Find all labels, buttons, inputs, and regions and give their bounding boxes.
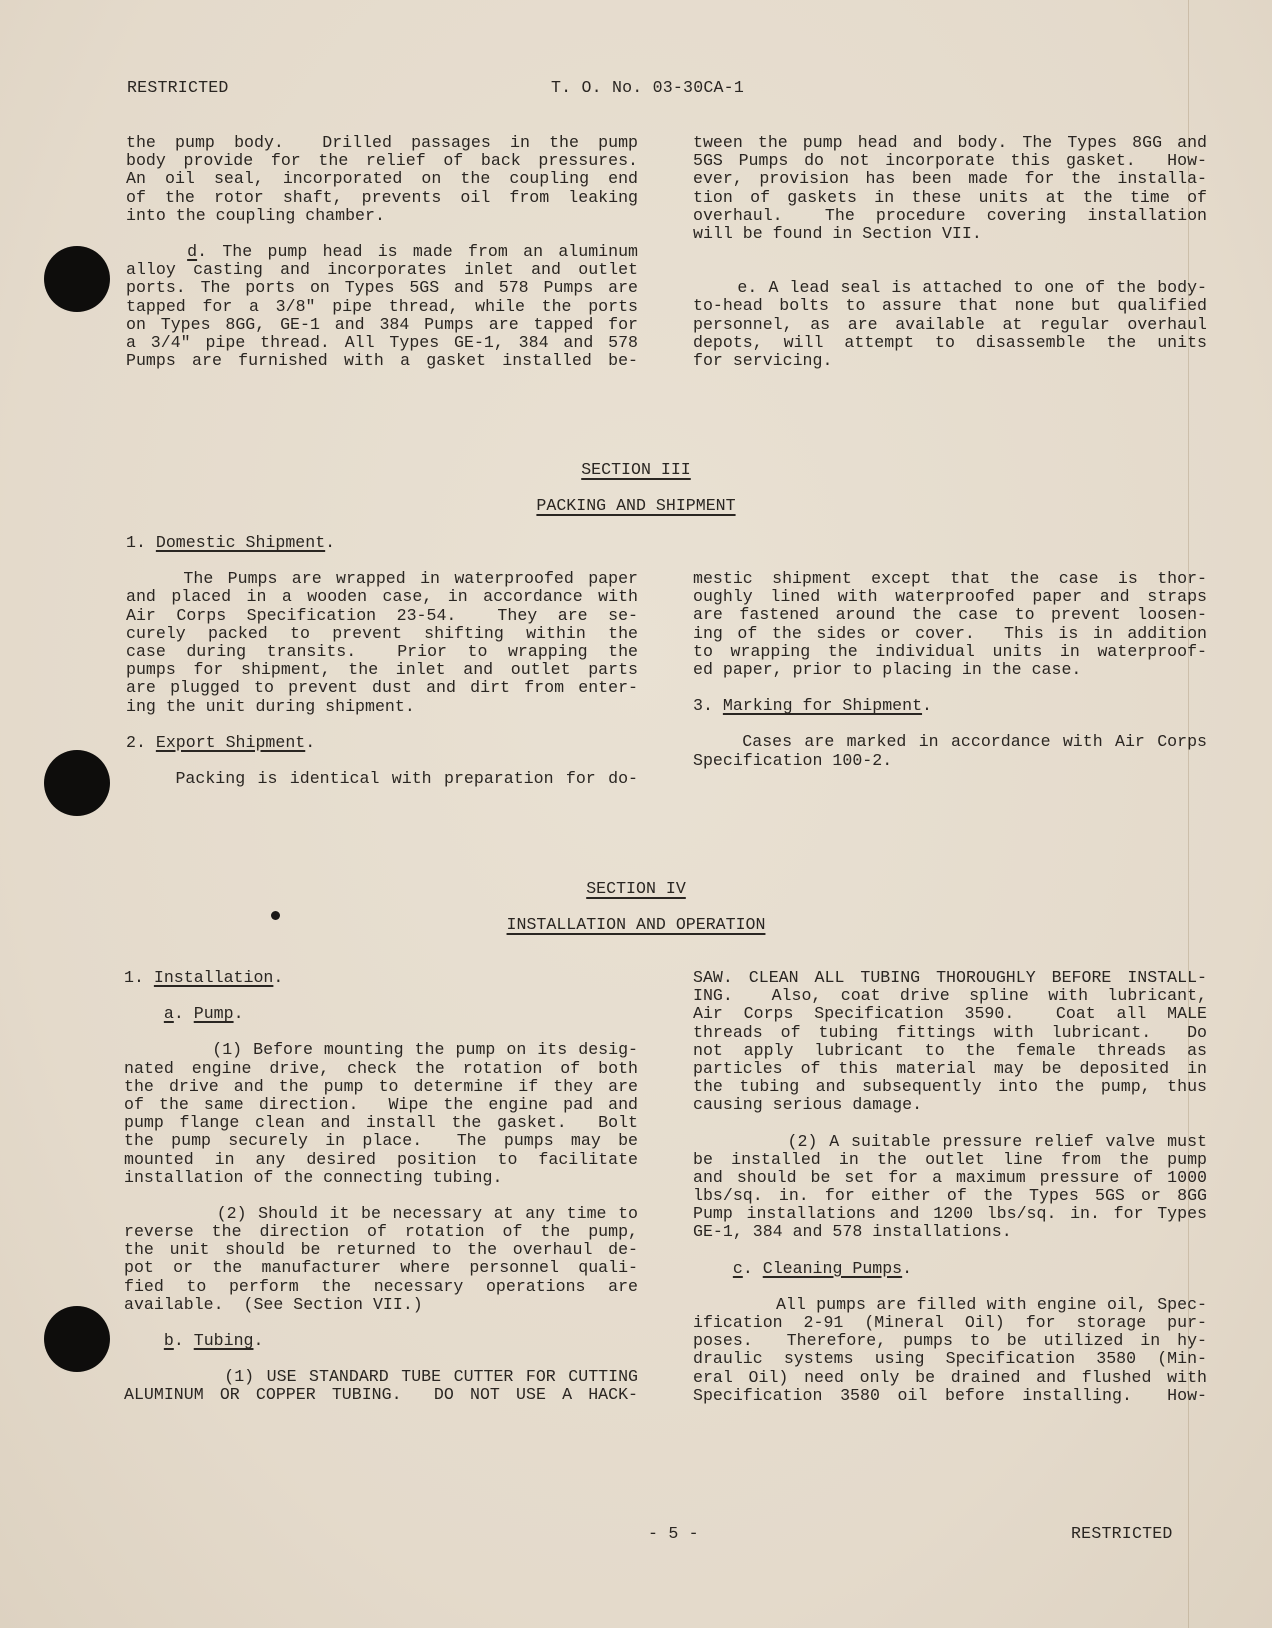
paragraph-b1-cont: SAW. CLEAN ALL TUBING THOROUGHLY BEFORE INSTALL- ING. Also, coat drive spline with lubricant, Air Corps Specification 3590. Coat all MALE threads of tubing fittings with lubricant. Do not apply lubricant to the female threads as particles of this material may be deposited in the tubing and subsequently into the pump, thus causing serious damage. <box>693 968 1207 1115</box>
paragraph-marking-for-shipment: Cases are marked in accordance with Air Corps Specification 100-2. <box>693 732 1207 770</box>
section-4-title: INSTALLATION AND OPERATION <box>506 915 766 934</box>
punch-hole-top <box>44 246 110 312</box>
punch-hole-bottom <box>44 1306 110 1372</box>
top-left-column <box>126 134 638 388</box>
heading-export-shipment: 2. Export Shipment. <box>126 732 316 752</box>
footer-classification: RESTRICTED <box>1071 1524 1173 1543</box>
paragraph-domestic-shipment: The Pumps are wrapped in waterproofed paper and placed in a wooden case, in accordance with Air Corps Specification 23-54. They are se- curely packed to prevent shifting within the case during transits. Prior to wrapping the pumps for shipment, the inlet and outlet parts are plugged to prevent dust and dirt from enter- ing the unit during shipment. <box>126 569 638 716</box>
paragraph-a1-mounting: (1) Before mounting the pump on its desig- nated engine drive, check the rotation of both the drive and the pump to determine if they are of the same direction. Wipe the engine pad and pump flange clean and install the gasket. Bolt the pump securely in place. The pumps may be mounted in any desired position to facilitate installation of the connecting tubing. <box>124 1040 638 1187</box>
paragraph-e-lead-seal: e. A lead seal is attached to one of the body- to-head bolts to assure that none but qualified personnel, as are available at regular overhaul depots, will attempt to disassemble the units for servicing. <box>693 278 1207 370</box>
section-4-number: SECTION IV <box>586 879 686 898</box>
paragraph-pump-body: the pump body. Drilled passages in the pump body provide for the relief of back pressures. An oil seal, incorporated on the coupling end of the rotor shaft, prevents oil from leaking into the coupling chamber. <box>126 133 638 225</box>
heading-marking-for-shipment: 3. Marking for Shipment. <box>693 696 933 716</box>
section-3-title: PACKING AND SHIPMENT <box>536 496 736 515</box>
paragraph-a2-reverse-rotation: (2) Should it be necessary at any time to reverse the direction of rotation of the pump, the unit should be returned to the overhaul de- pot or the manufacturer where personnel quali- fied to perform the necessary operations are available. (See Section VII.) <box>124 1203 638 1314</box>
paragraph-export-shipment-start: Packing is identical with preparation for do- <box>126 768 638 788</box>
heading-installation: 1. Installation. <box>124 968 284 987</box>
paragraph-b1-tube-cutter: (1) USE STANDARD TUBE CUTTER FOR CUTTING ALUMINUM OR COPPER TUBING. DO NOT USE A HACK- <box>124 1367 638 1405</box>
section-4-left-column <box>124 969 638 1423</box>
heading-domestic-shipment: 1. Domestic Shipment. <box>126 533 336 552</box>
header-classification: RESTRICTED <box>127 78 229 97</box>
header-document-number: T. O. No. 03-30CA-1 <box>551 78 744 97</box>
page-number: - 5 - <box>648 1524 699 1543</box>
paragraph-c-cleaning: All pumps are filled with engine oil, Spec- ification 2-91 (Mineral Oil) for storage pur- poses. Therefore, pumps to be utilized in hy- draulic systems using Specification 3580 (Min- eral Oil) need only be drained and flushed with Specification 3580 oil before installing. How- <box>693 1294 1207 1405</box>
punch-hole-middle <box>44 750 110 816</box>
heading-b-tubing: b. Tubing. <box>163 1331 264 1350</box>
section-3-left-column <box>126 534 638 806</box>
paragraph-export-shipment-cont: mestic shipment except that the case is thor- oughly lined with waterproofed paper and straps are fastened around the case to prevent loosen- ing of the sides or cover. This is in addition to wrapping the individual units in waterproof- ed paper, prior to placing in the case. <box>693 569 1207 679</box>
top-right-column <box>693 134 1207 388</box>
section-4-right-column <box>693 969 1207 1423</box>
section-3-right-column <box>693 570 1207 788</box>
paragraph-b2-relief-valve: (2) A suitable pressure relief valve must be installed in the outlet line from the pump and should be set for a maximum pressure of 1000 lbs/sq. in. for either of the Types 5GS or 8GG Pump installations and 1200 lbs/sq. in. for Types GE-1, 384 and 578 installations. <box>693 1131 1207 1242</box>
heading-a-pump: a. Pump. <box>163 1004 244 1024</box>
section-3-number: SECTION III <box>581 460 691 479</box>
paragraph-d-pump-head: d. The pump head is made from an aluminum alloy casting and incorporates inlet and outlet ports. The ports on Types 5GS and 578 Pumps are tapped for a 3/8" pipe thread, while the ports on Types 8GG, GE-1 and 384 Pumps are tapped for a 3/4" pipe thread. All Types GE-1, 384 and 578 Pumps are furnished with a gasket installed be- <box>126 241 638 371</box>
paragraph-gasket: tween the pump head and body. The Types 8GG and 5GS Pumps do not incorporate this gasket. How- ever, provision has been made for the installa- tion of gaskets in these units at the time of overhaul. The procedure covering installation will be found in Section VII. <box>693 133 1207 243</box>
heading-c-cleaning-pumps: c. Cleaning Pumps. <box>732 1258 913 1278</box>
